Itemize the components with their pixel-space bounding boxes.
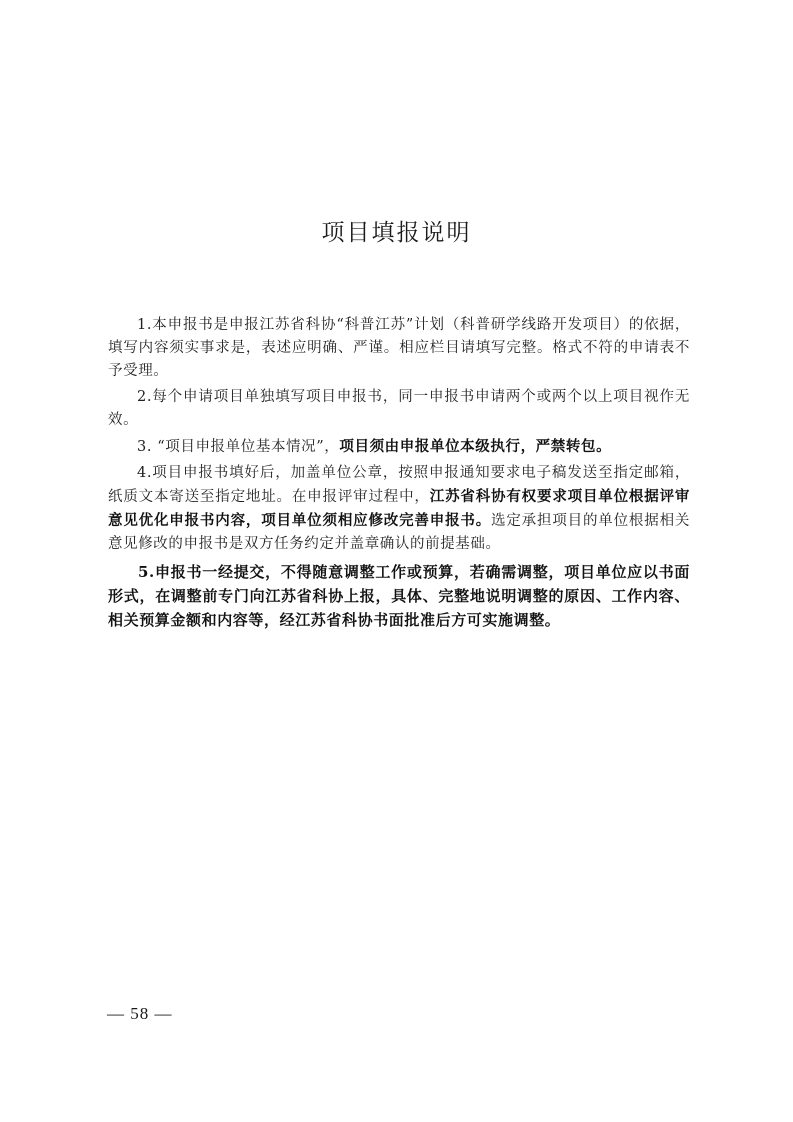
instruction-4-text-b: 选定承担项目的单位根据相关意见修改的申报书是双方任务约定并盖章确认的前提基础。 (108, 513, 690, 552)
instruction-item-5 (108, 560, 690, 632)
instructions-body (108, 314, 690, 635)
instruction-4-text-a: 4.项目申报书填好后，加盖单位公章，按照申报通知要求电子稿发送至指定邮箱，纸质文本寄送至指定地址。在申报评审过程中， (108, 465, 690, 505)
page-number: — 58 — (107, 1004, 173, 1023)
instruction-1-text: 1.本申报书是申报江苏省科协“科普江苏”计划（科普研学线路开发项目）的依据，填写内容须实事求是，表述应明确、严谨。相应栏目请填写完整。格式不符的申请表不予受理。 (108, 317, 690, 379)
instruction-3-text: 3. “项目申报单位基本情况”， (137, 439, 340, 455)
instruction-item-1 (108, 314, 690, 383)
instruction-item-3 (108, 435, 690, 459)
instruction-2-text: 2.每个申请项目单独填写项目申报书，同一申报书申请两个或两个以上项目视作无效。 (108, 389, 690, 428)
instruction-4-emphasis: 江苏省科协有权要求项目单位根据评审意见优化申报书内容，项目单位须相应修改完善申报书。 (108, 488, 690, 529)
instruction-item-2 (108, 386, 690, 432)
instruction-item-4 (108, 462, 690, 556)
instruction-3-emphasis: 项目须由申报单位本级执行，严禁转包。 (339, 438, 612, 455)
page-title: 项目填报说明 (321, 220, 472, 246)
instruction-5-emphasis: 5.申报书一经提交，不得随意调整工作或预算，若确需调整，项目单位应以书面形式，在调整前专门向江苏省科协上报，具体、完整地说明调整的原因、工作内容、相关预算金额和内容等，经江苏省科协书面批准后方可实施调整。 (108, 563, 690, 629)
